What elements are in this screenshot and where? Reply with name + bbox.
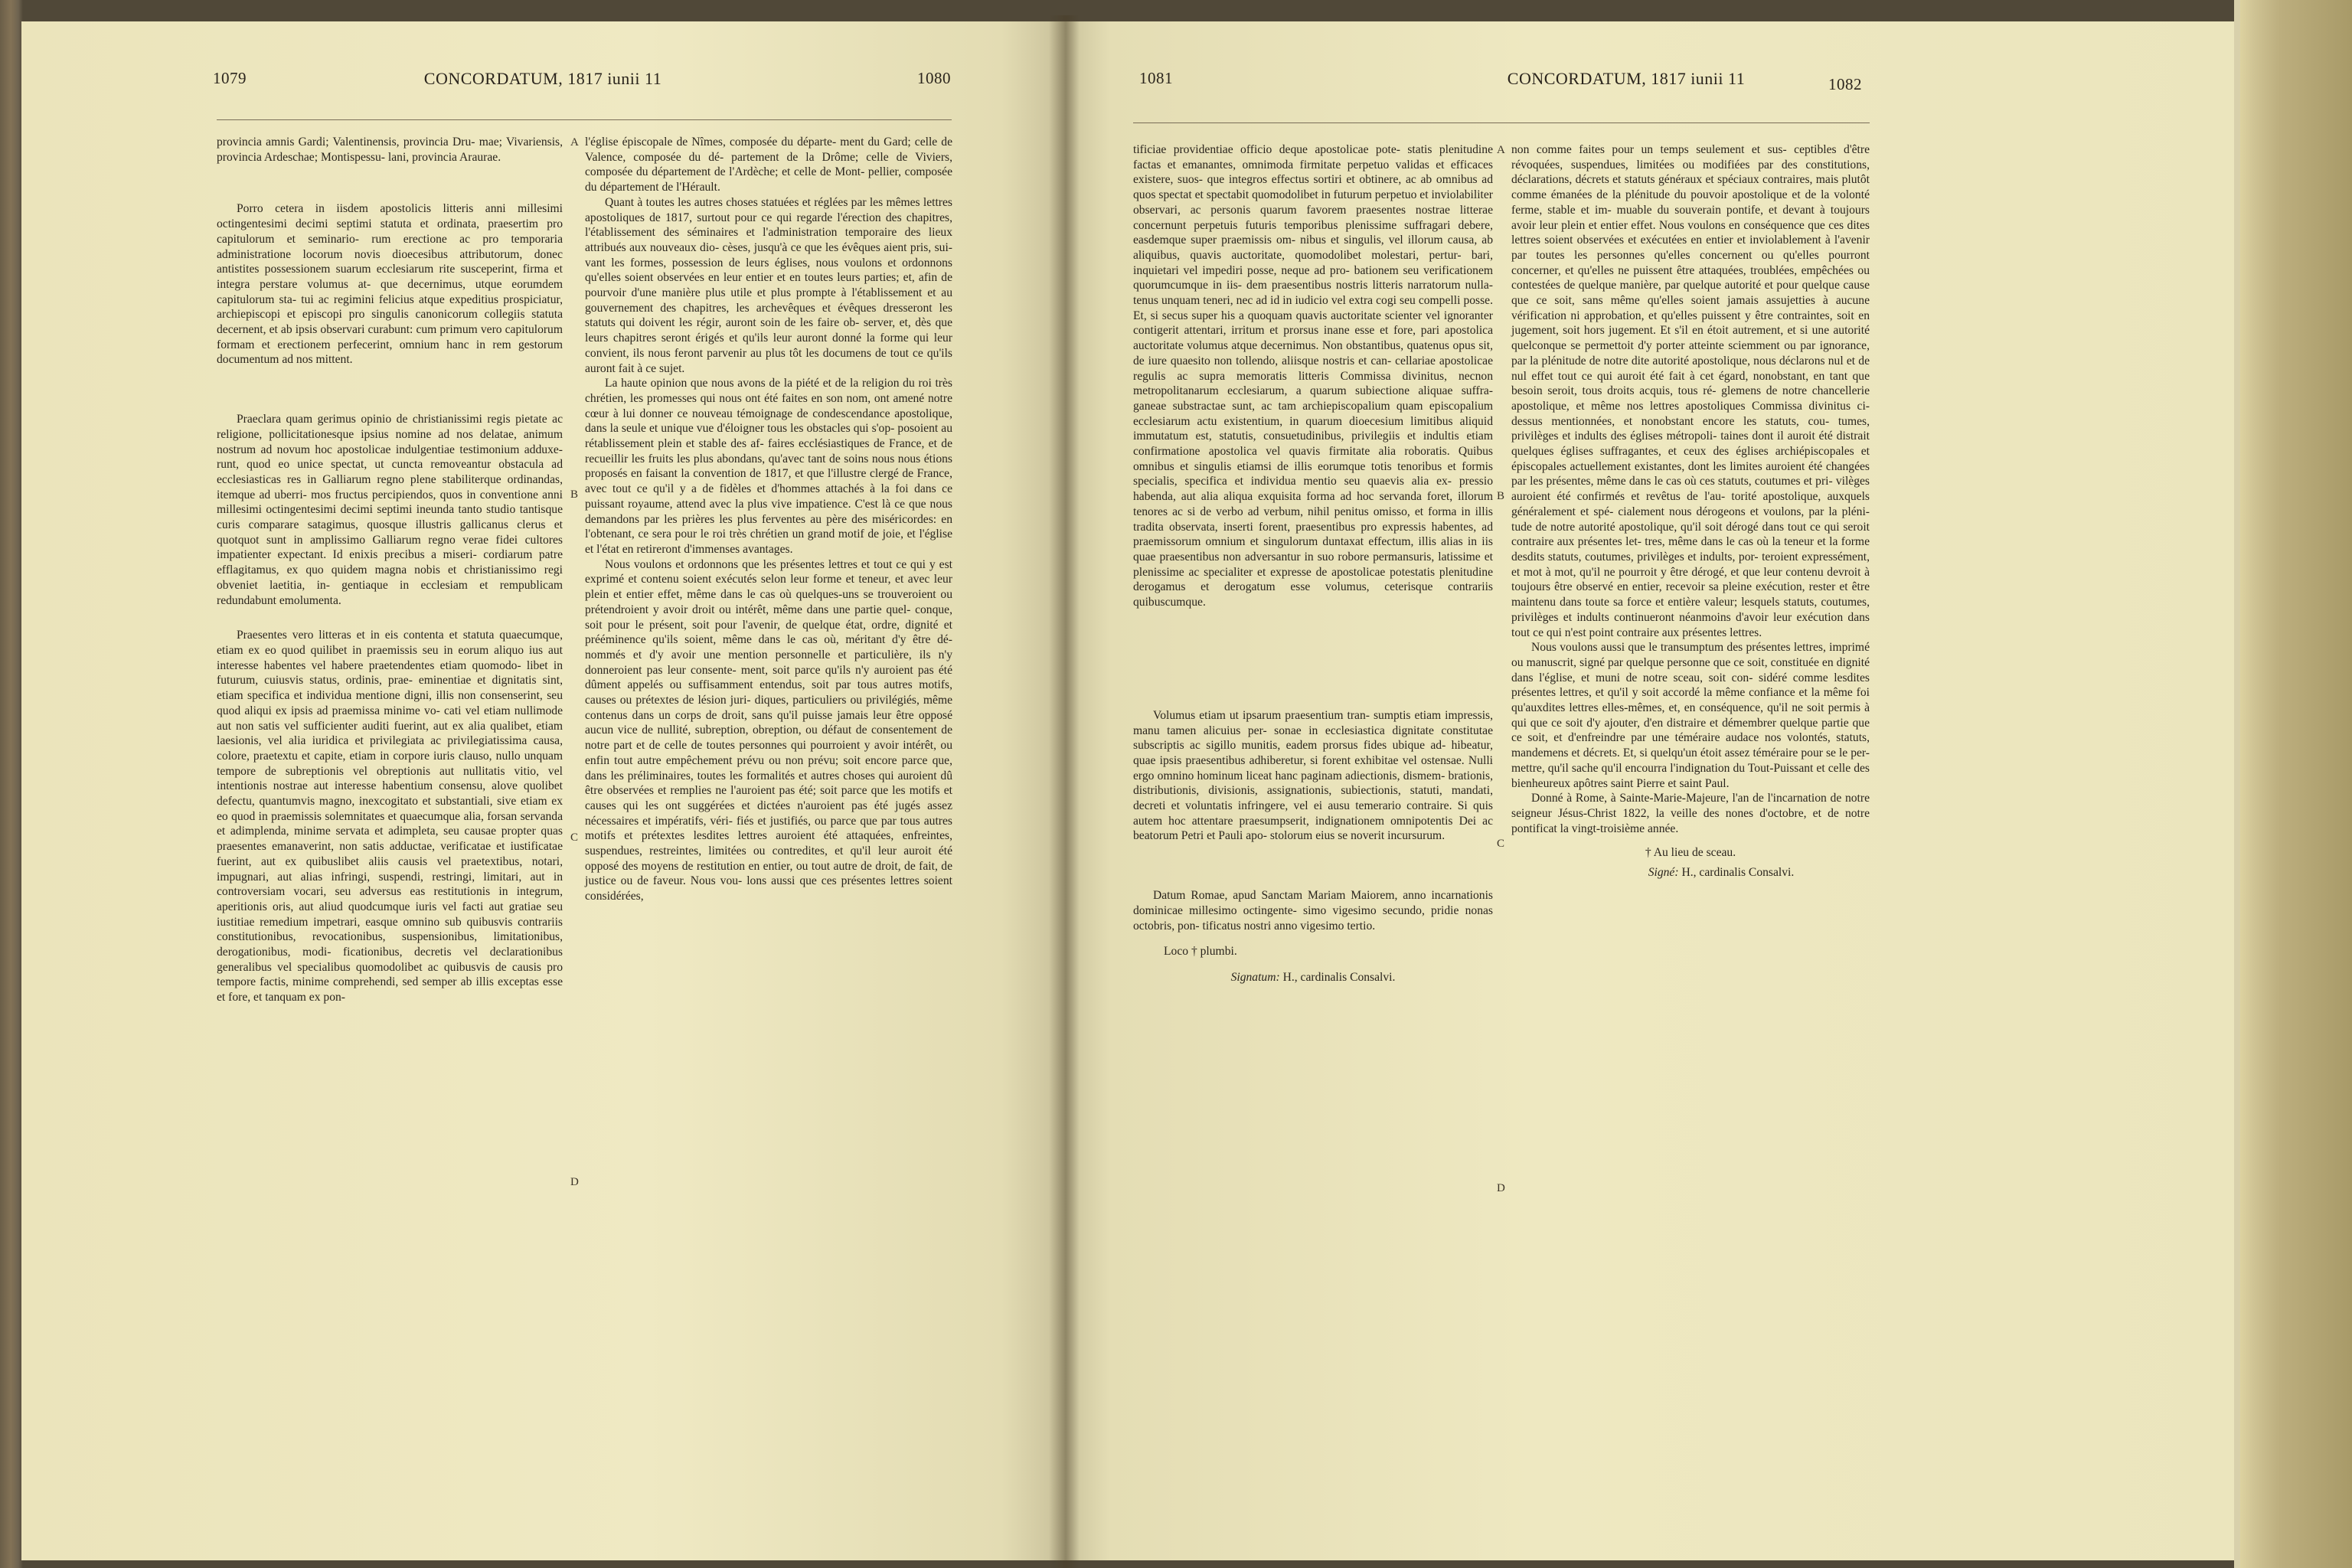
french-column-right bbox=[1511, 142, 1870, 880]
page-number-1079: 1079 bbox=[213, 69, 247, 87]
loco-plumbi: Loco † plumbi. bbox=[1164, 945, 1237, 959]
signe-label: Signé: bbox=[1648, 866, 1679, 880]
margin-marker-d: D bbox=[570, 1176, 579, 1188]
margin-marker-c: C bbox=[570, 831, 579, 844]
latin-paragraph: Porro cetera in iisdem apostolicis litteris anni millesimi octingentesimi decimi septimi statuta et ordinata, praesertim pro capitulorum et seminario- rum erectione ac pro temporaria administratione locorum novis dioecesibus attributorum, donec antistites possessionem suarum ecclesiarum rite susceperint, firma et integra perstare volumus at- que decernimus, utque eorumdem capitulorum sta- tui ac regimini felicius atque expeditius prospiciatur, archiepiscopi et episcopi pro singulis canonicorum collegiis statuta decernent, et ab ipsis observari curabunt: cum primum vero capitulorum formam et erectionem perfecerint, omnium hanc in rem gestorum documentum ad nos mittent. bbox=[217, 202, 563, 367]
au-lieu-de-sceau: † Au lieu de sceau. bbox=[1645, 846, 1736, 860]
running-title: CONCORDATUM, 1817 iunii 11 bbox=[1507, 69, 1746, 88]
page-number-1080: 1080 bbox=[917, 69, 951, 87]
margin-marker-a: A bbox=[1497, 144, 1505, 156]
right-page-header bbox=[1063, 69, 2236, 100]
french-paragraph: non comme faites pour un temps seulement et sus- ceptibles d'être révoquées, suspendues, limitées ou modifiées par des constitutions, déclarations, décrets et statuts généraux et spéciaux contraires, mais plutôt comme émanées de la plénitude du pouvoir apostolique et de la volonté ferme, stable et im- muable du souverain pontife, et devant à toujours avoir leur plein et entier effet. Nous voulons en conséquence que ces dites lettres soient observées et exécutées en entier et inviolablement à l'avenir par toutes les personnes qu'elles concernent ou qu'elles pourront concerner, et qu'elles ne puissent être attaquées, troublées, empêchées ou contestées de quelque manière, par quelque autorité et pour quelque cause que ce soit, sans même qu'elles soient jamais assujetties à aucune vérification ni approbation, et qu'elles puissent y être contraintes, soit en jugement, soit hors jugement. Et s'il en étoit autrement, et si une autorité quelconque se permettoit d'y porter atteinte sciemment ou par ignorance, par la plénitude de notre dite autorité apostolique, nous déclarons nul et de nul effet tout ce qui auroit été fait à cet égard, nonobstant, en tant que besoin seroit, tous droits acquis, tous ré- glemens de notre chancellerie apostolique, et même nos lettres apostoliques Commissa divinitus ci-dessus mentionnées, et nonobstant encore les statuts, cou- tumes, privilèges et indults des églises métropoli- taines dont il auroit été distrait quelques églises suffragantes, et ceux des églises archiépiscopales et épiscopales actuellement existantes, dont les limites auroient été changées par les présentes, même dans le cas où ces statuts, coutumes et pri- vilèges auroient été confirmés et revêtus de l'au- torité apostolique, auxquels généralement et spé- cialement nous dérogeons et voulons, par la pléni- tude de notre autorité apostolique, qu'il soit dérogé dans tout ce qui seroit contraire aux présentes let- tres, même dans le cas où la teneur et la forme desdits statuts, coutumes, privilèges et indults, por- teroient expressément, et mot à mot, qu'il ne pourroit y être dérogé, et que leur contenu devroit à toujours être observé en entier, recevoir sa pleine exécution, rester et être maintenu dans toute sa force et entière valeur; lesquels statuts, coutumes, privilèges et indults continueront néanmoins d'avoir leur exécution dans tout ce qui n'est point contraire aux présentes lettres. bbox=[1511, 143, 1870, 639]
french-paragraph: l'église épiscopale de Nîmes, composée du départe- ment du Gard; celle de Valence, composée du dé- partement de la Drôme; celle de Viviers, composée du département de l'Ardèche; et celle de Mont- pellier, composée du département de l'Hérault. bbox=[585, 136, 952, 194]
french-column-left bbox=[585, 135, 952, 904]
left-page bbox=[21, 21, 1064, 1560]
french-paragraph: Donné à Rome, à Sainte-Marie-Majeure, l'an de l'incarnation de notre seigneur Jésus-Christ 1822, la veille des nones d'octobre, et de notre pontificat la vingt-troisième année. bbox=[1511, 792, 1870, 835]
header-rule bbox=[217, 119, 952, 120]
margin-marker-b: B bbox=[570, 488, 579, 501]
header-rule bbox=[1133, 122, 1870, 123]
french-paragraph: Nous voulons et ordonnons que les présentes lettres et tout ce qui y est exprimé et contenu soient exécutés selon leur forme et teneur, et avec leur plein et entier effet, même dans le cas où quelques-uns se trouveroient ou prétendroient y avoir droit ou intérêt, même dans une partie quel- conque, soit pour le présent, soit pour l'avenir, de quelque état, ordre, dignité et prééminence qu'ils soient, même dans le cas où, méritant d'y être dé- nommés et d'y avoir une mention personnelle et particulière, ils n'y donneroient pas leur consente- ment, soit parce qu'ils n'y auroient pas été dûment appelés ou suffisamment entendus, soit par tous autres motifs, causes ou prétextes de lésion juri- diques, particuliers ou privilégiés, même contenus dans un corps de droit, sans qu'il puisse jamais leur être opposé aucun vice de nullité, subreption, obreption, ou défaut de consentement de notre part et de celle de toutes personnes qui pourroient y avoir intérêt, ou enfin tout autre empêchement prévu ou non prévu; soit encore parce que, dans les préliminaires, toutes les formalités et autres choses qui auroient dû être observées et remplies ne l'auroient pas été; soit parce que les motifs et causes qui les ont suggérées et dictées n'auroient pas été jugés assez nécessaires et impératifs, véri- fiés et justifiés, ou parce que par tous autres motifs et prétextes lesdites lettres auroient été attaquées, enfreintes, suspendues, restreintes, limitées ou contredites, et qu'il leur auroit été opposé des moyens de restitution en entier, ou tout autre de droit, de fait, de justice ou de faveur. Nous vou- lons aussi que ces présentes lettres soient considérées, bbox=[585, 557, 952, 903]
book-cover-edge bbox=[2234, 0, 2352, 1568]
margin-marker-d: D bbox=[1497, 1182, 1505, 1194]
running-title: CONCORDATUM, 1817 iunii 11 bbox=[423, 69, 662, 88]
page-number-1082: 1082 bbox=[1828, 75, 1862, 93]
latin-paragraph: provincia amnis Gardi; Valentinensis, provincia Dru- mae; Vivariensis, provincia Ardeschae; Montispessu- lani, provincia Araurae. bbox=[217, 136, 563, 164]
signatory-name: H., cardinalis Consalvi. bbox=[1681, 866, 1795, 880]
margin-marker-c: C bbox=[1497, 838, 1505, 850]
latin-paragraph: tificiae providentiae officio deque apostolicae pote- statis plenitudine factas et emanantes, omnimoda firmitate perpetuo validas et efficaces existere, suos- que integros effectus sortiri et obtinere, ac ab omnibus ad quos spectat et spectabit quomodolibet in futurum perpetuo et inviolabiliter observari, ac personis quarum favorem praesentes nostrae litterae concernunt perpetuis futuris temporibus plenissime suffragari debere, easdemque super praemissis om- nibus et singulis, vel illorum causa, ab aliquibus, quavis auctoritate, quomodolibet molestari, pertur- bari, inquietari vel impediri posse, neque ad pro- bationem seu verificationem quorumcumque in iis- dem praesentibus nostris litteris narratorum nulla- tenus unquam teneri, nec ad id in iudicio vel extra cogi seu compelli posse. Et, si secus super his a quoquam quavis auctoritate scienter vel ignoranter contigerit attentari, irritum et prorsus inane esse et fore, pari apostolica auctoritate volumus atque decernimus. Non obstantibus, quatenus opus sit, de iure quaesito non tollendo, aliisque nostris et can- cellariae apostolicae regulis ac supra memoratis litteris Commissa divinitus, necnon metropolitanarum ecclesiarum, a quarum subiectione aliquae suffra- ganeae substractae sunt, ac tam archiepiscopalium quam episcopalium ecclesiarum actu existentium, in quarum dioecesium limitibus aliquid immutatum est, statutis, consuetudinibus, privilegiis et indultis etiam confirmatione apostolica vel quavis firmitate alia roboratis. Quibus omnibus et singulis etiamsi de illis eorumque totis tenoribus et formis specialis, specifica et individua mentio seu quaevis alia ex- pressio habenda, aut alia aliqua exquisita forma ad hoc servanda foret, illorum tenores ac si de verbo ad verbum, nihil penitus omisso, et forma in illis tradita observata, inserti forent, praesentibus pro expressis habentes, ad praemissorum omnium et singulorum duntaxat effectum, illis alias in iis quae praesentibus non adversantur in suo robore permansuris, latissime et plenissime ac specialiter et expresse de apostolicae potestatis plenitudine derogamus et derogatum esse volumus, ceterisque contrariis quibuscumque. bbox=[1133, 143, 1493, 609]
latin-paragraph: Praesentes vero litteras et in eis contenta et statuta quaecumque, etiam ex eo quod quilibet in praemissis seu in eorum aliquo ius aut interesse habentes vel habere praetendentes etiam quomodo- libet in futurum, cuiusvis status, ordinis, prae- eminentiae et dignitatis sint, etiam specifica et individua mentione digni, illis non consenserint, seu quod aliqui ex ipsis ad praemissa minime vo- cati vel etiam nullimode aut non satis vel sufficienter auditi fuerint, aut ex alia qualibet, etiam laesionis, vel alia iuridica et privilegiata ac privilegiatissima causa, colore, praetextu et capite, etiam in corpore iuris clauso, nullo unquam tempore de subreptionis vel obreptionis aut nullitatis vitio, vel intentionis nostrae aut interesse habentium consensu, alove quolibet defectu, quantumvis magno, inexcogitato et substantiali, sive etiam ex eo quod in praemissis solemnitates et quaecumque alia, forsan servanda et adimplenda, minime servata et adimpleta, seu causae propter quas praesentes emanaverint, non satis adductae, verificatae et iustificatae fuerint, aut ex quibuslibet aliis causis vel praetextibus, notari, impugnari, aut alias infringi, suspendi, restringi, limitari, aut in controversiam vocari, seu adversus eas restitutionis in integrum, aperitionis oris, aut aliud quodcumque iuris vel facti aut gratiae seu iustitiae remedium impetrari, easque omnino sub quibusvis contrariis constitutionibus, revocationibus, suspensionibus, limitationibus, derogationibus, modi- ficationibus, decretis vel declarationibus generalibus vel specialibus quomodolibet ac quibusvis de causis pro tempore factis, minime comprehendi, sed semper ab illis exceptas esse et fore, et tanquam ex pon- bbox=[217, 629, 563, 1004]
french-paragraph: La haute opinion que nous avons de la piété et de la religion du roi très chrétien, les promesses qui nous ont été faites en son nom, ont amené notre cœur à lui donner ce nouveau témoignage de condescendance apostolique, dans la seule et unique vue d'éloigner tous les obstacles qui s'op- posoient au rétablissement plein et stable des af- faires ecclésiastiques de France, et de recueillir les fruits les plus abondans, qu'avec tant de soins nous nous étions proposés en faisant la convention de 1817, et que l'illustre clergé de France, avec tout ce qu'il y a de fidèles et d'hommes attachés à la foi dans ce puissant royaume, attend avec la plus vive impatience. C'est là ce que nous demandons par les prières les plus ferventes au père des miséricordes: en l'obtenant, ce sera pour le roi très chrétien un grand motif de joie, et l'église et l'état en retireront d'immenses avantages. bbox=[585, 377, 952, 556]
page-number-1081: 1081 bbox=[1139, 69, 1173, 87]
latin-column-left bbox=[217, 135, 563, 1005]
latin-column-right bbox=[1133, 142, 1493, 985]
margin-marker-b: B bbox=[1497, 490, 1505, 502]
signatory-name: H., cardinalis Consalvi. bbox=[1282, 970, 1396, 984]
left-page-header bbox=[21, 69, 1064, 100]
margin-marker-a: A bbox=[570, 136, 579, 149]
right-page bbox=[1063, 21, 2236, 1560]
signatum-label: Signatum: bbox=[1230, 970, 1280, 984]
latin-signature bbox=[1133, 970, 1493, 985]
latin-paragraph: Praeclara quam gerimus opinio de christianissimi regis pietate ac religione, pollicitationesque ipsius nomine ad nos delatae, animum nostrum ad novum hoc apostolicae indulgentiae testimonium adduxe- runt, quod eo unice spectat, ut cuncta removeantur obstacula ad ecclesiasticas res in Galliarum regno plene stabiliterque ordinandas, itemque ad uberri- mos fructus percipiendos, quos in conventione anni millesimi octingentesimi decimi septimi ineunda tanto studio tantisque curis comparare satagimus, quosque illustris gallicanus clerus et quotquot sunt in amplissimo Galliarum regno verae fidei cultores impatienter expectant. Id enixis precibus a miseri- cordiarum patre efflagitamus, ex quo quidem magna nobis et christianissimo regi obveniet laetitia, in- gentiaque in ecclesiam et rempublicam redundabunt emolumenta. bbox=[217, 413, 563, 607]
french-signature bbox=[1511, 865, 1870, 880]
french-paragraph: Quant à toutes les autres choses statuées et réglées par les mêmes lettres apostoliques de 1817, surtout pour ce qui regarde l'érection des chapitres, l'établissement des séminaires et l'administration temporaire des lieux attribués aux nouveaux dio- cèses, jusqu'à ce que les évêques aient pris, sui- vant les formes, possession de leurs églises, nous voulons et ordonnons qu'elles soient observées en leur entier et en toutes leurs parties; et, afin de pourvoir d'une manière plus utile et plus prompte à l'établissement et au gouvernement des chapitres, les archevêques et évêques dresseront les statuts qui doivent les régir, auront soin de les faire ob- server, et, dès que leurs chapitres seront érigés et qu'ils leur auront donné la forme qui leur convient, ils nous feront parvenir au plus tôt les documens de tout ce qu'ils auront fait à ce sujet. bbox=[585, 195, 952, 375]
latin-paragraph: Volumus etiam ut ipsarum praesentium tran- sumptis etiam impressis, manu tamen alicuius per- sonae in ecclesiastica dignitate constitutae subscriptis ac sigillo munitis, eadem prorsus fides ubique ad- hibeatur, quae ipsis praesentibus adhiberetur, si forent exhibitae vel ostensae. Nulli ergo omnino hominum liceat hanc paginam adiectionis, dismem- brationis, distributionis, divisionis, assignationis, subiectionis, statuti, mandati, decreti et voluntatis infringere, vel ei ausu temerario contraire. Si quis autem hoc attentare praesumpserit, indignationem omnipotentis Dei ac beatorum Petri et Pauli apo- stolorum eius se noverit incursurum. bbox=[1133, 708, 1493, 843]
french-paragraph: Nous voulons aussi que le transumptum des présentes lettres, imprimé ou manuscrit, signé par quelque personne que ce soit, constituée en dignité dans l'église, et muni de notre sceau, soit con- sidéré comme lesdites présentes lettres, et qu'il y soit accordé la même confiance et la même foi qu'auxdites lettres elles-mêmes, et, en conséquence, qu'il ne soit permis à qui que ce soit d'y ajouter, d'en distraire et démembrer quelque partie que ce soit, et d'enfreindre par une téméraire audace nos volontés, statuts, mandemens et décrets. Et, si quelqu'un étoit assez téméraire pour se le per- mettre, qu'il sache qu'il encourra l'indignation du Tout-Puissant et celle des bienheureux apôtres saint Pierre et saint Paul. bbox=[1511, 641, 1870, 790]
latin-paragraph: Datum Romae, apud Sanctam Mariam Maiorem, anno incarnationis dominicae millesimo octingente- simo vigesimo secundo, pridie nonas octobris, pon- tificatus nostri anno vigesimo tertio. bbox=[1133, 889, 1493, 933]
